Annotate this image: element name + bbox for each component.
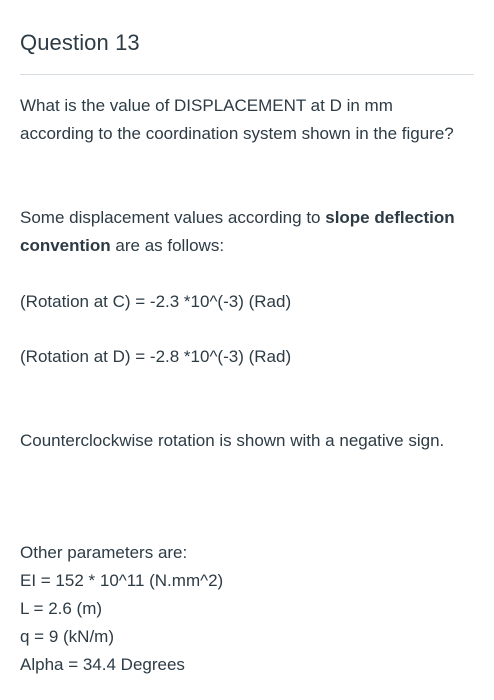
- parameters-heading: Other parameters are:: [20, 543, 188, 562]
- title-divider: [20, 74, 474, 75]
- question-prompt: What is the value of DISPLACEMENT at D in mm according to the coordination system shown in the figure?: [20, 96, 454, 143]
- parameter-alpha: Alpha = 34.4 Degrees: [20, 655, 185, 674]
- rotation-d-value: (Rotation at D) = -2.8 *10^(-3) (Rad): [20, 347, 292, 366]
- convention-intro-prefix: Some displacement values according to: [20, 208, 326, 227]
- sign-convention-note: Counterclockwise rotation is shown with a negative sign.: [20, 431, 445, 450]
- convention-intro-bold: slope deflection convention: [20, 208, 455, 255]
- convention-intro: [20, 204, 458, 260]
- parameters-block: [20, 539, 223, 679]
- question-title: Question 13: [20, 30, 140, 55]
- parameter-load: q = 9 (kN/m): [20, 627, 114, 646]
- parameter-ei: EI = 152 * 10^11 (N.mm^2): [20, 571, 224, 590]
- convention-intro-suffix: are as follows:: [110, 236, 225, 255]
- rotation-c-value: (Rotation at C) = -2.3 *10^(-3) (Rad): [20, 292, 292, 311]
- parameter-length: L = 2.6 (m): [20, 599, 103, 618]
